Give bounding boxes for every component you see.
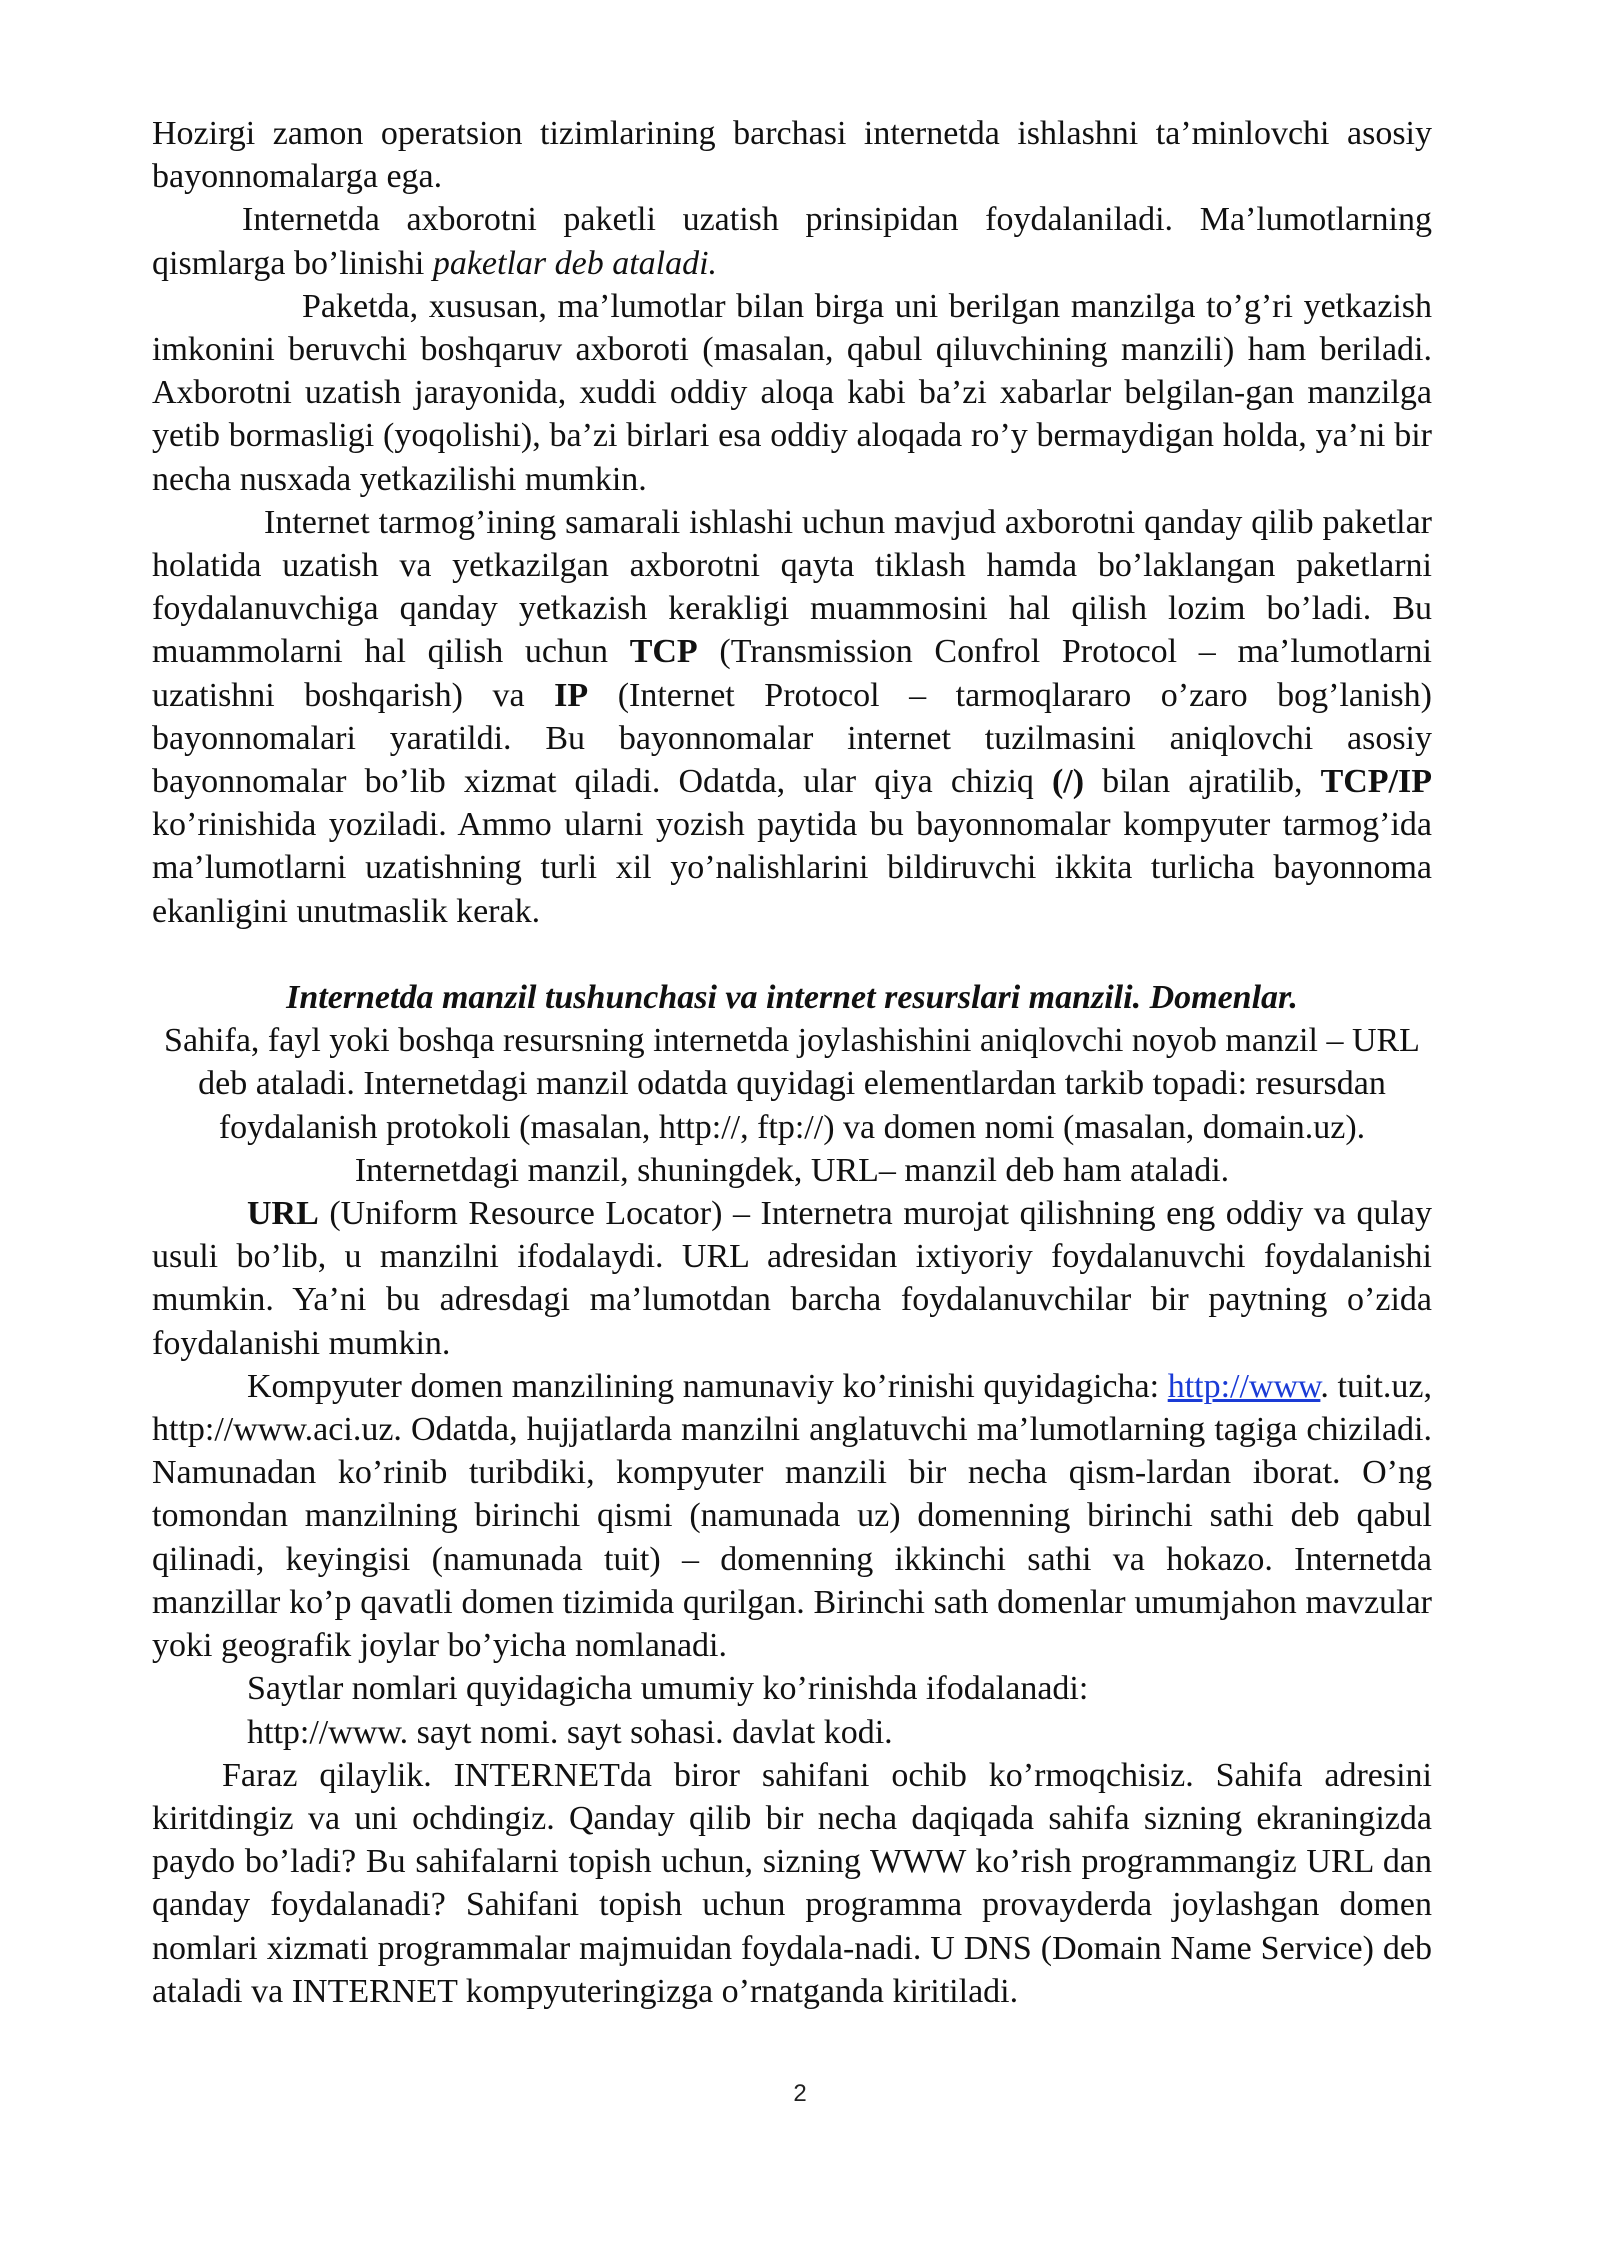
paragraph-packets: [152, 198, 1432, 284]
term-tcp: TCP: [629, 633, 698, 671]
blank-line: [152, 933, 1432, 976]
paragraph-domain-example-text-2: . tuit.uz, http://www.aci.uz. Odatda, hujjatlarda manzilni anglatuvchi ma’lumotlarning tagiga chiziladi. Namunadan ko’rinib turibdiki, kompyuter manzili bir necha qism-lardan iborat. O’ng tomondan manzilning birinchi qismi (namunada uz) domenning birinchi sathi deb qabul qilinadi, keyingisi (namunada tuit) – domenning ikkinchi sathi va hokazo. Internetda manzillar ko’p qavatli domen tizimida qurilgan. Birinchi sath domenlar umumjahon mavzular yoki geografik joylar bo’yicha nomlanadi.: [152, 1367, 1432, 1665]
section-heading: Internetda manzil tushunchasi va internet resurslari manzili. Domenlar.: [286, 979, 1298, 1017]
paragraph-url-text: (Uniform Resource Locator) – Internetra murojat qilishning eng oddiy va qulay usuli bo’lib, u manzilni ifodalaydi. URL adresidan ixtiyoriy foydalanuvchi foydalanishi mumkin. Ya’ni bu adresdagi ma’lumotdan barcha foydalanuvchilar bir paytning o’zida foydalanishi mumkin.: [152, 1195, 1432, 1362]
paragraph-dns: Faraz qilaylik. INTERNETda biror sahifani ochib ko’rmoqchisiz. Sahifa adresini kiritdingiz va uni ochdingiz. Qanday qilib bir necha daqiqada sahifa sizning ekraningizda paydo bo’ladi? Bu sahifalarni topish uchun, sizning WWW ko’rish programmangiz URL dan qanday foydalanadi? Sahifani topish uchun programma provayderda joylashgan domen nomlari xizmati programmalar majmuidan foydala-nadi. U DNS (Domain Name Service) deb ataladi va INTERNET kompyuteringizga o’rnatganda kiritiladi.: [152, 1756, 1432, 2010]
paragraph-tcp-ip-text-2: (Transmission Confrol Protocol – ma’lumotlarni uzatishni boshqarish) va: [152, 633, 1432, 714]
paragraph-tcp-ip: [152, 501, 1432, 933]
paragraph-url: [152, 1192, 1432, 1365]
paragraph-packet-content: Paketda, xususan, ma’lumotlar bilan birga uni berilgan manzilga to’g’ri yetkazish imkonini beruvchi boshqaruv axboroti (masalan, qabul qiluvchining manzili) ham beriladi. Axborotni uzatish jarayonida, xuddi oddiy aloqa kabi ba’zi xabarlar belgilan-gan manzilga yetib bormasligi (yoqolishi), ba’zi birlari esa oddiy aloqada ro’y bermaydigan holda, ya’ni bir necha nusxada yetkazilishi mumkin.: [152, 287, 1432, 498]
paragraph-url-definition: Sahifa, fayl yoki boshqa resursning internetda joylashishini aniqlovchi noyob manzil – URL deb ataladi. Internetdagi manzil odatda quyidagi elementlardan tarkib topadi: resursdan foydalanish protokoli (masalan, http://, ftp://) va domen nomi (masalan, domain.uz). Internetdagi manzil, shuningdek, URL– manzil deb ham ataladi.: [164, 1022, 1420, 1189]
page-number: 2: [793, 2080, 807, 2107]
paragraph-intro: Hozirgi zamon operatsion tizimlarining barchasi internetda ishlashni ta’minlovchi asosiy bayonnomalarga ega.: [152, 115, 1432, 196]
paragraph-packets-italic: paketlar deb ataladi.: [432, 244, 718, 282]
paragraph-packets-text: Internetda axborotni paketli uzatish prinsipidan foydalaniladi. Ma’lumotlarning qismlarga bo’linishi: [152, 201, 1432, 282]
paragraph-site-format: http://www. sayt nomi. sayt sohasi. davlat kodi.: [247, 1713, 893, 1751]
paragraph-tcp-ip-text-1: Internet tarmog’ining samarali ishlashi uchun mavjud axborotni qanday qilib paketlar holatida uzatish va yetkazilgan axborotni qayta tiklash hamda bo’laklangan paketlarni foydalanuvchiga qanday yetkazish kerakligi muammosini hal qilish lozim bo’ladi. Bu muammolarni hal qilish uchun: [152, 503, 1432, 671]
paragraph-domain-example: [152, 1365, 1432, 1667]
term-tcp-ip: TCP/IP: [1320, 763, 1433, 801]
paragraph-domain-example-text-1: Kompyuter domen manzilining namunaviy ko’rinishi quyidagicha:: [247, 1367, 1168, 1405]
paragraph-tcp-ip-text-5: ko’rinishida yoziladi. Ammo ularni yozish paytida bu bayonnomalar kompyuter tarmog’ida ma’lumotlarni uzatishning turli xil yo’nalishlarini bildiruvchi ikkita turlicha bayonnoma ekanligini unutmaslik kerak.: [152, 806, 1432, 930]
term-url: URL: [247, 1195, 319, 1233]
document-body: [152, 112, 1432, 2013]
paragraph-tcp-ip-text-3: (Internet Protocol – tarmoqlararo o’zaro bog’lanish) bayonnomalari yaratildi. Bu bayonnomalar internet tuzilmasini aniqlovchi asosiy bayonnomalar bo’lib xizmat qiladi. Odatda, ular qiya chiziq: [152, 676, 1432, 801]
term-ip: IP: [554, 676, 589, 714]
example-url-link[interactable]: http://www: [1167, 1367, 1321, 1405]
paragraph-tcp-ip-text-4: bilan ajratilib,: [1084, 763, 1321, 801]
term-slash: (/): [1051, 763, 1085, 801]
paragraph-site-names: Saytlar nomlari quyidagicha umumiy ko’rinishda ifodalanadi:: [247, 1670, 1089, 1708]
